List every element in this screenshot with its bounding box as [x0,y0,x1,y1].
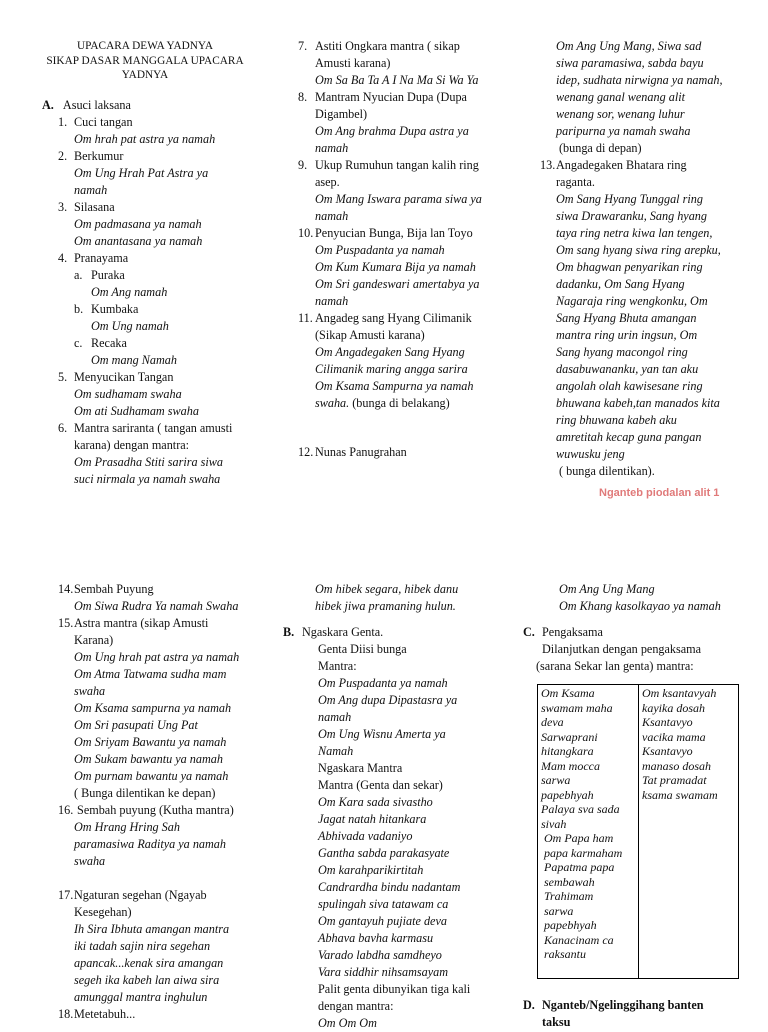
section-d-heading-cont: taksu [542,1015,571,1029]
list-item: 1. Cuci tangan [58,115,133,129]
list-item: 10. Penyucian Bunga, Bija lan Toyo [298,226,473,240]
mantra-line: raksantu [541,947,586,961]
list-item: 11. Angadeg sang Hyang Cilimanik [298,311,472,325]
mantra-line: sembawah [541,874,595,889]
mantra-line: Om Ksama [541,686,595,700]
list-item: 3. Silasana [58,200,115,214]
mantra-line: kayika dosah [642,700,705,715]
mantra-line: deva [541,715,564,729]
list-item: 14.Sembah Puyung [58,582,154,596]
mantra-line: Om ksantavyah [642,686,717,700]
mantra-line: Om Papa ham [541,831,614,845]
mantra-line: Papatma papa [541,860,615,874]
column-3-bottom: Om Ang Ung Mang Om Khang kasolkayao ya namah [559,582,721,613]
mantra-line: Trahimam [541,889,594,903]
mantra-line: ksama swamam [642,787,718,802]
mantra-line: vacika mama [642,729,706,744]
list-item: 5. Menyucikan Tangan [58,370,174,384]
section-c-text: Dilanjutkan dengan pengaksama [542,642,702,656]
list-item: 16. Sembah puyung (Kutha mantra) [58,803,234,817]
mantra-line: sivah [541,816,567,831]
sub-item: b. Kumbaka [74,302,139,316]
list-item: 2. Berkumur [58,149,124,163]
mantra-line: papa karmaham [541,845,623,860]
list-item: 4. Pranayama [58,251,129,265]
column-3-top: Om Ang Ung Mang, Siwa sad siwa paramasiwa, sabda bayu idep, sudhata nirwigna ya namah, wenang ganal wenang alit wenang sor, wenang luhur paripurna ya namah swaha (bunga di depan) 13.Angadegaken Bhatara ring raganta. Om Sang Hyang Tunggal ring siwa Drawaranku, Sang hyang taya ring netra kiwa lan tengen, Om sang hyang siwa ring arepku, Om bhagwan penyarikan ring dadanku, Om Sang Hyang Nagaraja ring wengkonku, Om Sang Hyang Bhuta amangan mantra ring urin ingsun, Om Sang hyang macongol ring dasabuwananku, yan tan aku angolah olah kawisesane ring bhuwana kabeh,tan manados kita ring bhuwana kabeh aku amretitah kecap guna pangan wuwusku jeng ( bunga dilentikan). [540,38,765,480]
section-a-list: 1. Cuci tangan Om hrah pat astra ya namah 2. Berkumur Om Ung Hrah Pat Astra ya namah 3. Silasana Om padmasana ya namah Om anantasana ya namah 4. Pranayama a. Puraka Om Ang namah b. Kumbaka Om Ung namah c. Recaka Om mang Namah 5. Menyucikan Tangan Om sudhamam swaha Om ati Sudhamam swaha 6. Mantra sariranta ( tangan amusti karana) dengan mantra: Om Prasadha Stiti sarira siwa suci nirmala ya namah swaha [58,114,298,488]
list-item: 7. Astiti Ongkara mantra ( sikap [298,39,460,53]
section-d-heading: D. Nganteb/Ngelinggihang banten [523,998,704,1012]
mantra-line: Tat pramadat [642,773,707,787]
mantra-line: Mam mocca [541,758,600,773]
mantra-line: Ksantavyo [642,744,693,758]
mantra-line: Sarwaprani [541,729,598,744]
sub-item: a. Puraka [74,268,125,282]
mantra-line: papebhyah [541,787,594,802]
mantra-line: sarwa [541,903,574,918]
column-2-bottom: Om hibek segara, hibek danu hibek jiwa pramaning hulun. [315,582,459,613]
sub-item: c. Recaka [74,336,127,350]
mantra-line: hitangkara [541,744,594,758]
section-a-heading: A. Asuci laksana [42,98,131,112]
red-note: Nganteb piodalan alit 1 [599,487,720,499]
section-b-body: Genta Diisi bunga Mantra: Om Puspadanta ya namah Om Ang dupa Dipastasra ya namah Om Ung Wisnu Amerta ya Namah Ngaskara Mantra Mantra (Genta dan sekar) Om Kara sada sivastho Jagat natah hitankara Abhivada vadaniyo Gantha sabda parakasyate Om karahparikirtitah Candrardha bindu nadantam spulingah siva tatawam ca Om gantayuh pujiate deva Abhava bavha karmasu Varado labdha samdheyo Vara siddhir nihsamsayam Palit genta dibunyikan tiga kali dengan mantra: Om Om Om [318,642,471,1030]
section-b-heading: B. Ngaskara Genta. [283,625,384,639]
section-c-heading: C. Pengaksama [523,625,603,639]
mantra-table-right-cell [639,685,739,979]
section-c-text: (sarana Sekar lan genta) mantra: [536,659,694,673]
mantra-table-left-cell [538,685,639,979]
list-item: 18.Metetabuh... [58,1007,136,1021]
list-item: 15.Astra mantra (sikap Amusti [58,616,209,630]
list-item: 13.Angadegaken Bhatara ring [540,158,687,172]
list-item: 8. Mantram Nyucian Dupa (Dupa [298,90,467,104]
mantra-line: papebhyah [541,918,597,932]
mantra-line: swamam maha [541,700,613,715]
mantra-line: Ksantavyo [642,715,693,729]
list-item: 6. Mantra sariranta ( tangan amusti [58,421,233,435]
list-item: 17.Ngaturan segehan (Ngayab [58,888,207,902]
list-item: 12. Nunas Panugrahan [298,445,407,459]
column-1-bottom: 14.Sembah Puyung Om Siwa Rudra Ya namah Swaha 15.Astra mantra (sikap Amusti Karana) Om Ung hrah pat astra ya namah Om Atma Tatwama sudha mam swaha Om Ksama sampurna ya namah Om Sri pasupati Ung Pat Om Sriyam Bawantu ya namah Om Sukam bawantu ya namah Om purnam bawantu ya namah ( Bunga dilentikan ke depan) 16. Sembah puyung (Kutha mantra) Om Hrang Hring Sah paramasiwa Raditya ya namah swaha 17.Ngaturan segehan (Ngayab Kesegehan) Ih Sira Ibhuta amangan mantra iki tadah sajin nira segehan apancak...kenak sira amangan segeh ika kabeh lan aiwa sira amunggal mantra inghulun 18.Metetabuh... [58,581,298,1023]
mantra-line: sarwa [541,773,571,787]
list-item: 9. Ukup Rumuhun tangan kalih ring [298,158,479,172]
mantra-table [537,684,739,979]
column-2-top: 7. Astiti Ongkara mantra ( sikap Amusti karana) Om Sa Ba Ta A I Na Ma Si Wa Ya 8. Mantram Nyucian Dupa (Dupa Digambel) Om Ang brahma Dupa astra ya namah 9. Ukup Rumuhun tangan kalih ring asep. Om Mang Iswara parama siwa ya namah 10. Penyucian Bunga, Bija lan Toyo Om Puspadanta ya namah Om Kum Kumara Bija ya namah Om Sri gandeswari amertabya ya namah 11. Angadeg sang Hyang Cilimanik (Sikap Amusti karana) Om Angadegaken Sang Hyang Cilimanik maring angga sarira Om Ksama Sampurna ya namah swaha. (bunga di belakang) [298,38,523,412]
mantra-line: Palaya sva sada [541,802,620,816]
document-title: UPACARA DEWA YADNYA SIKAP DASAR MANGGALA UPACARA YADNYA [46,40,244,81]
mantra-line: manaso dosah [642,758,712,773]
mantra-line: Kanacinam ca [541,932,614,947]
